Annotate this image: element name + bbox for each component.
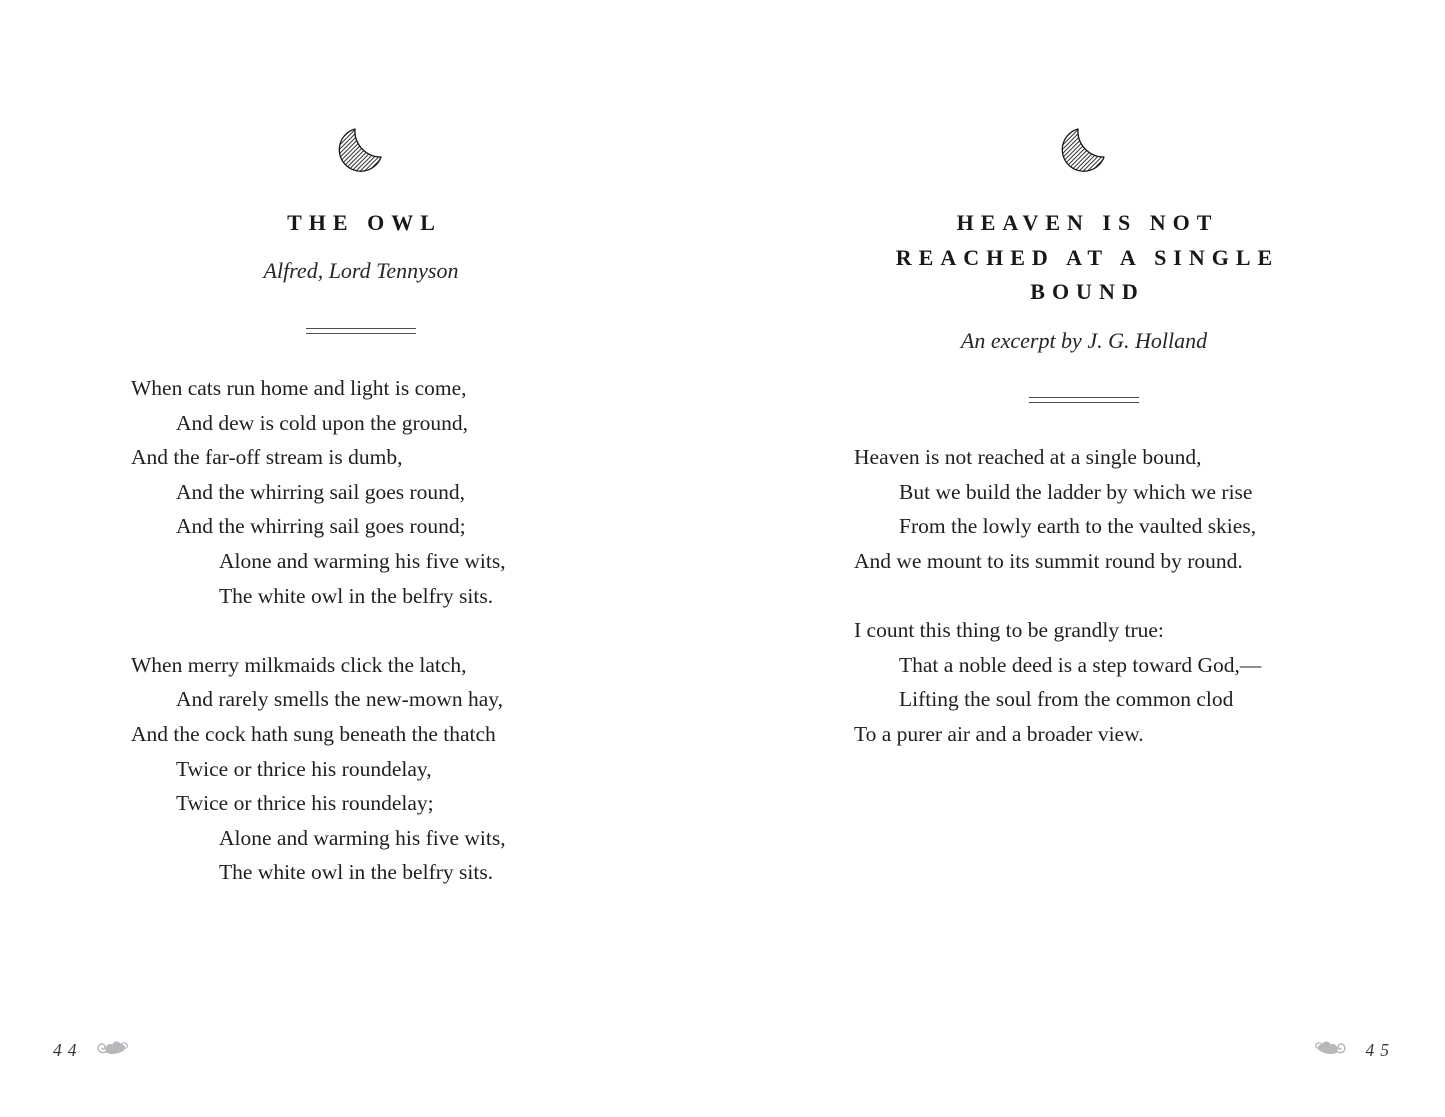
poem-line: But we build the ladder by which we rise <box>899 479 1253 504</box>
poem-line: The white owl in the belfry sits. <box>219 583 494 608</box>
page-footer <box>1314 1038 1396 1062</box>
poem-line: To a purer air and a broader view. <box>854 721 1144 746</box>
poem-line: Twice or thrice his roundelay, <box>176 756 432 781</box>
poem-line: Alone and warming his five wits, <box>219 548 506 573</box>
poem-line: Twice or thrice his roundelay; <box>176 791 434 816</box>
double-rule-divider <box>306 328 416 334</box>
poem-title-line: HEAVEN IS NOT <box>956 210 1219 235</box>
double-rule-divider <box>1029 397 1139 403</box>
poem-line <box>854 578 1435 613</box>
poem-line: From the lowly earth to the vaulted skies, <box>899 514 1257 539</box>
poem-line <box>131 613 712 648</box>
poem-line: Lifting the soul from the common clod <box>899 687 1234 712</box>
poem-line: And the cock hath sung beneath the thatch <box>131 721 496 746</box>
poem-line: The white owl in the belfry sits. <box>219 860 494 885</box>
page-footer <box>47 1038 129 1062</box>
poem-line: And dew is cold upon the ground, <box>176 410 469 435</box>
poem-title-line: BOUND <box>1030 279 1145 304</box>
page-number: 45 <box>1365 1039 1395 1060</box>
poem-line: Heaven is not reached at a single bound, <box>854 445 1202 469</box>
poem-line: That a noble deed is a step toward God,— <box>899 652 1262 677</box>
poem-body <box>131 371 712 890</box>
crescent-moon-icon <box>336 126 386 173</box>
poem-title <box>723 206 1445 310</box>
poem-byline: An excerpt by J. G. Holland <box>960 328 1208 353</box>
poem-line: And the whirring sail goes round, <box>176 479 466 504</box>
poem-title <box>0 206 722 241</box>
leaf-fleuron-icon <box>96 1038 129 1062</box>
poem-title-line: THE OWL <box>287 210 442 235</box>
poem-line: I count this thing to be grandly true: <box>854 617 1164 642</box>
poem-line: And rarely smells the new-mown hay, <box>176 687 503 712</box>
crescent-moon-icon <box>1059 126 1109 173</box>
poem-line: When merry milkmaids click the latch, <box>131 652 467 677</box>
page-number: 44 <box>53 1039 83 1060</box>
poem-line: And the whirring sail goes round; <box>176 514 466 539</box>
poem-title-line: REACHED AT A SINGLE <box>895 244 1280 270</box>
poem-line: When cats run home and light is come, <box>131 376 467 400</box>
page-left <box>0 0 722 1117</box>
poem-line: And the far-off stream is dumb, <box>131 445 403 470</box>
poem-body <box>854 440 1435 751</box>
leaf-fleuron-icon <box>1314 1038 1347 1062</box>
page-right <box>723 0 1445 1117</box>
poem-line: And we mount to its summit round by round. <box>854 548 1243 573</box>
poem-line: Alone and warming his five wits, <box>219 825 506 850</box>
poem-byline: Alfred, Lord Tennyson <box>263 258 459 283</box>
